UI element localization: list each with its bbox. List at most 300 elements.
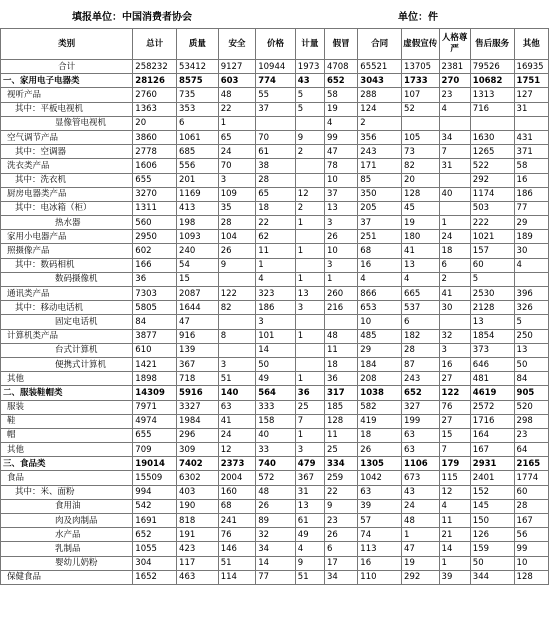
value-cell: 51: [295, 570, 324, 584]
value-cell: 19: [402, 216, 440, 230]
value-cell: 11: [324, 343, 357, 357]
value-cell: 4: [295, 542, 324, 556]
value-cell: 9127: [218, 60, 256, 74]
value-cell: 243: [402, 372, 440, 386]
value-cell: [295, 159, 324, 173]
value-cell: [295, 173, 324, 187]
category-cell: 其中：空调器: [1, 145, 133, 159]
table-row: [1, 60, 549, 74]
value-cell: 8: [218, 329, 256, 343]
value-cell: 7971: [133, 400, 177, 414]
value-cell: 37: [256, 102, 296, 116]
value-cell: 9: [218, 258, 256, 272]
value-cell: 13: [324, 201, 357, 215]
value-cell: 48: [324, 329, 357, 343]
category-cell: 其中：平板电视机: [1, 102, 133, 116]
value-cell: 7: [295, 414, 324, 428]
value-cell: 4708: [324, 60, 357, 74]
value-cell: [514, 272, 548, 286]
value-cell: 58: [324, 88, 357, 102]
value-cell: 182: [402, 329, 440, 343]
value-cell: 716: [470, 102, 514, 116]
value-cell: 5805: [133, 301, 177, 315]
value-cell: 12: [439, 485, 470, 499]
value-cell: 292: [402, 570, 440, 584]
value-cell: [256, 116, 296, 130]
value-cell: 3: [324, 258, 357, 272]
table-row: [1, 216, 549, 230]
value-cell: 31: [514, 102, 548, 116]
value-cell: 122: [218, 287, 256, 301]
value-cell: 128: [402, 187, 440, 201]
value-cell: 180: [402, 230, 440, 244]
value-cell: 367: [177, 357, 219, 371]
category-cell: 其中：米、面粉: [1, 485, 133, 499]
category-cell: 洗衣类产品: [1, 159, 133, 173]
table-row: [1, 230, 549, 244]
value-cell: 23: [439, 88, 470, 102]
category-cell: 计算机类产品: [1, 329, 133, 343]
value-cell: 7: [439, 145, 470, 159]
category-cell: 台式计算机: [1, 343, 133, 357]
value-cell: 1042: [358, 471, 402, 485]
value-cell: 905: [514, 386, 548, 400]
table-row: [1, 244, 549, 258]
category-cell: 婴幼儿奶粉: [1, 556, 133, 570]
value-cell: 4619: [470, 386, 514, 400]
value-cell: 1898: [133, 372, 177, 386]
value-cell: 57: [358, 514, 402, 528]
value-cell: 1854: [470, 329, 514, 343]
value-cell: 655: [133, 173, 177, 187]
value-cell: 1973: [295, 60, 324, 74]
value-cell: 107: [402, 88, 440, 102]
value-cell: 3: [256, 315, 296, 329]
value-cell: 22: [256, 216, 296, 230]
value-cell: 2760: [133, 88, 177, 102]
value-cell: 309: [177, 443, 219, 457]
value-cell: 4: [514, 258, 548, 272]
value-cell: 602: [133, 244, 177, 258]
value-cell: 298: [514, 414, 548, 428]
value-cell: 5: [514, 315, 548, 329]
value-cell: 423: [177, 542, 219, 556]
category-cell: 家用小电器产品: [1, 230, 133, 244]
value-cell: 128: [514, 570, 548, 584]
value-cell: 146: [218, 542, 256, 556]
value-cell: 1061: [177, 130, 219, 144]
value-cell: 10: [324, 244, 357, 258]
value-cell: 179: [439, 457, 470, 471]
table-row: [1, 528, 549, 542]
table-row: [1, 88, 549, 102]
value-cell: 9: [295, 130, 324, 144]
value-cell: 419: [358, 414, 402, 428]
value-cell: 70: [218, 159, 256, 173]
value-cell: 62: [256, 230, 296, 244]
value-cell: 1751: [514, 74, 548, 88]
value-cell: 41: [402, 244, 440, 258]
value-cell: 818: [177, 514, 219, 528]
value-cell: 652: [133, 528, 177, 542]
value-cell: 41: [218, 414, 256, 428]
value-cell: 13: [514, 343, 548, 357]
category-cell: 便携式计算机: [1, 357, 133, 371]
table-row: [1, 428, 549, 442]
value-cell: 113: [358, 542, 402, 556]
value-cell: 288: [358, 88, 402, 102]
value-cell: 79526: [470, 60, 514, 74]
value-cell: 152: [470, 485, 514, 499]
value-cell: 20: [133, 116, 177, 130]
value-cell: 11: [439, 514, 470, 528]
value-cell: 47: [402, 542, 440, 556]
value-cell: 1174: [470, 187, 514, 201]
value-cell: 1: [295, 244, 324, 258]
value-cell: 3: [324, 216, 357, 230]
value-cell: 735: [177, 88, 219, 102]
value-cell: 122: [439, 386, 470, 400]
value-cell: 1652: [133, 570, 177, 584]
value-cell: 109: [218, 187, 256, 201]
value-cell: 99: [324, 130, 357, 144]
value-cell: 48: [256, 485, 296, 499]
value-cell: [295, 357, 324, 371]
table-row: [1, 173, 549, 187]
value-cell: 396: [514, 287, 548, 301]
value-cell: 3877: [133, 329, 177, 343]
value-cell: 15: [439, 428, 470, 442]
value-cell: 7402: [177, 457, 219, 471]
value-cell: 1: [295, 216, 324, 230]
category-cell: 食品: [1, 471, 133, 485]
category-cell: 其中：移动电话机: [1, 301, 133, 315]
value-cell: 32: [439, 329, 470, 343]
value-cell: 16: [514, 173, 548, 187]
value-cell: 85: [358, 173, 402, 187]
value-cell: 1305: [358, 457, 402, 471]
value-cell: 646: [470, 357, 514, 371]
complaint-statistics-table: [0, 28, 549, 585]
value-cell: 50: [514, 357, 548, 371]
value-cell: 1106: [402, 457, 440, 471]
value-cell: 4974: [133, 414, 177, 428]
value-cell: 3: [295, 443, 324, 457]
value-cell: 709: [133, 443, 177, 457]
value-cell: [402, 116, 440, 130]
value-cell: 34: [439, 130, 470, 144]
table-row: [1, 414, 549, 428]
value-cell: 28126: [133, 74, 177, 88]
table-row: [1, 457, 549, 471]
value-cell: 260: [324, 287, 357, 301]
value-cell: 110: [358, 570, 402, 584]
value-cell: 10: [324, 173, 357, 187]
value-cell: 36: [133, 272, 177, 286]
value-cell: 1169: [177, 187, 219, 201]
category-cell: 显像管电视机: [1, 116, 133, 130]
table-row: [1, 499, 549, 513]
value-cell: 23: [324, 514, 357, 528]
value-cell: 1038: [358, 386, 402, 400]
value-cell: 39: [439, 570, 470, 584]
value-cell: 77: [256, 570, 296, 584]
value-cell: 70: [256, 130, 296, 144]
value-cell: 542: [133, 499, 177, 513]
table-row: [1, 74, 549, 88]
value-cell: 7: [439, 443, 470, 457]
value-cell: 2: [358, 116, 402, 130]
value-cell: 4: [324, 116, 357, 130]
value-cell: 2165: [514, 457, 548, 471]
table-row: [1, 443, 549, 457]
value-cell: 87: [402, 357, 440, 371]
value-cell: [439, 173, 470, 187]
value-cell: 48: [402, 514, 440, 528]
value-cell: 26: [324, 528, 357, 542]
value-cell: 186: [514, 187, 548, 201]
category-cell: 热水器: [1, 216, 133, 230]
value-cell: 15: [177, 272, 219, 286]
value-cell: 171: [358, 159, 402, 173]
value-cell: 167: [514, 514, 548, 528]
value-cell: 145: [470, 499, 514, 513]
value-cell: 30: [439, 301, 470, 315]
category-cell: 厨房电器类产品: [1, 187, 133, 201]
value-cell: 1: [218, 116, 256, 130]
value-cell: 1265: [470, 145, 514, 159]
table-row: [1, 471, 549, 485]
category-cell: 其中：数码相机: [1, 258, 133, 272]
value-cell: 4: [402, 272, 440, 286]
value-cell: 2950: [133, 230, 177, 244]
value-cell: 40: [256, 428, 296, 442]
value-cell: 333: [256, 400, 296, 414]
value-cell: 126: [470, 528, 514, 542]
value-cell: 5: [470, 272, 514, 286]
value-cell: 556: [177, 159, 219, 173]
category-cell: 视听产品: [1, 88, 133, 102]
value-cell: 29: [514, 216, 548, 230]
value-cell: 5: [295, 102, 324, 116]
value-cell: 16: [358, 258, 402, 272]
value-cell: 34: [324, 570, 357, 584]
value-cell: 916: [177, 329, 219, 343]
value-cell: 2530: [470, 287, 514, 301]
value-cell: 50: [470, 556, 514, 570]
value-cell: 11: [256, 244, 296, 258]
value-cell: 2373: [218, 457, 256, 471]
value-cell: 665: [402, 287, 440, 301]
value-cell: 10682: [470, 74, 514, 88]
category-cell: 照摄像产品: [1, 244, 133, 258]
value-cell: [218, 343, 256, 357]
value-cell: [295, 315, 324, 329]
reporting-unit-label: 填报单位：中国消费者协会: [72, 12, 192, 23]
value-cell: 1421: [133, 357, 177, 371]
value-cell: 105: [402, 130, 440, 144]
category-cell: 其他: [1, 443, 133, 457]
value-cell: 2: [439, 272, 470, 286]
value-cell: 326: [514, 301, 548, 315]
table-row: [1, 329, 549, 343]
category-cell: 其中：洗衣机: [1, 173, 133, 187]
value-cell: 45: [402, 201, 440, 215]
value-cell: 128: [324, 414, 357, 428]
value-cell: 560: [133, 216, 177, 230]
value-cell: 1716: [470, 414, 514, 428]
table-row: [1, 485, 549, 499]
value-cell: 22: [324, 485, 357, 499]
value-cell: 866: [358, 287, 402, 301]
value-cell: [295, 230, 324, 244]
table-row: [1, 400, 549, 414]
value-cell: 520: [514, 400, 548, 414]
value-cell: 1313: [470, 88, 514, 102]
value-cell: 344: [470, 570, 514, 584]
value-cell: 54: [177, 258, 219, 272]
value-cell: 76: [439, 400, 470, 414]
table-row: [1, 301, 549, 315]
value-cell: 1: [256, 258, 296, 272]
value-cell: 43: [295, 74, 324, 88]
category-cell: 保健食品: [1, 570, 133, 584]
value-cell: 68: [358, 244, 402, 258]
table-row: [1, 116, 549, 130]
column-header: 质量: [177, 29, 219, 60]
column-header: 虚假宣传: [402, 29, 440, 60]
value-cell: 52: [402, 102, 440, 116]
value-cell: 296: [177, 428, 219, 442]
value-cell: 32: [256, 528, 296, 542]
value-cell: 2: [295, 145, 324, 159]
category-cell: 通讯类产品: [1, 287, 133, 301]
category-cell: 数码摄像机: [1, 272, 133, 286]
value-cell: 522: [470, 159, 514, 173]
value-cell: 9: [295, 556, 324, 570]
value-cell: 479: [295, 457, 324, 471]
value-cell: 31: [439, 159, 470, 173]
value-cell: 685: [177, 145, 219, 159]
value-cell: 25: [324, 443, 357, 457]
category-cell: 空气调节产品: [1, 130, 133, 144]
value-cell: 37: [324, 187, 357, 201]
table-row: [1, 542, 549, 556]
value-cell: 77: [514, 201, 548, 215]
unit-label: 单位：件: [398, 12, 438, 23]
value-cell: 3: [218, 357, 256, 371]
value-cell: 56: [514, 528, 548, 542]
value-cell: 485: [358, 329, 402, 343]
value-cell: 994: [133, 485, 177, 499]
value-cell: 15509: [133, 471, 177, 485]
value-cell: 37: [358, 216, 402, 230]
value-cell: 250: [514, 329, 548, 343]
value-cell: 8575: [177, 74, 219, 88]
value-cell: 139: [177, 343, 219, 357]
value-cell: 292: [470, 173, 514, 187]
value-cell: 653: [358, 301, 402, 315]
column-header: 售后服务: [470, 29, 514, 60]
value-cell: 29: [358, 343, 402, 357]
table-body: [1, 60, 549, 585]
table-row: [1, 201, 549, 215]
value-cell: 84: [133, 315, 177, 329]
table-row: [1, 258, 549, 272]
value-cell: 47: [324, 145, 357, 159]
value-cell: 115: [439, 471, 470, 485]
value-cell: 12: [218, 443, 256, 457]
value-cell: 3327: [177, 400, 219, 414]
value-cell: 1984: [177, 414, 219, 428]
value-cell: 1: [439, 216, 470, 230]
value-cell: 19014: [133, 457, 177, 471]
value-cell: 4: [256, 272, 296, 286]
value-cell: 51: [218, 372, 256, 386]
value-cell: 61: [295, 514, 324, 528]
value-cell: 603: [218, 74, 256, 88]
value-cell: 65521: [358, 60, 402, 74]
value-cell: [295, 116, 324, 130]
category-cell: 服装: [1, 400, 133, 414]
table-row: [1, 272, 549, 286]
value-cell: 216: [324, 301, 357, 315]
value-cell: 18: [439, 244, 470, 258]
value-cell: 1691: [133, 514, 177, 528]
value-cell: 49: [295, 528, 324, 542]
value-cell: 53412: [177, 60, 219, 74]
value-cell: 36: [295, 386, 324, 400]
report-header: [0, 0, 550, 28]
value-cell: 47: [177, 315, 219, 329]
value-cell: 259: [324, 471, 357, 485]
value-cell: 240: [177, 244, 219, 258]
value-cell: 503: [470, 201, 514, 215]
value-cell: 5916: [177, 386, 219, 400]
value-cell: 1774: [514, 471, 548, 485]
value-cell: 34: [256, 542, 296, 556]
value-cell: 159: [470, 542, 514, 556]
category-cell: 水产品: [1, 528, 133, 542]
table-row: [1, 514, 549, 528]
category-cell: 帽: [1, 428, 133, 442]
value-cell: 26: [324, 230, 357, 244]
column-header: 类别: [1, 29, 133, 60]
value-cell: 22: [218, 102, 256, 116]
value-cell: 189: [514, 230, 548, 244]
value-cell: 73: [402, 145, 440, 159]
value-cell: 2004: [218, 471, 256, 485]
value-cell: 1055: [133, 542, 177, 556]
value-cell: 36: [324, 372, 357, 386]
value-cell: 25: [295, 400, 324, 414]
value-cell: 12: [295, 187, 324, 201]
value-cell: 190: [177, 499, 219, 513]
value-cell: 403: [177, 485, 219, 499]
value-cell: 243: [358, 145, 402, 159]
value-cell: 48: [218, 88, 256, 102]
value-cell: 353: [177, 102, 219, 116]
value-cell: 13705: [402, 60, 440, 74]
value-cell: 1021: [470, 230, 514, 244]
value-cell: 6: [177, 116, 219, 130]
value-cell: 14: [439, 542, 470, 556]
table-row: [1, 556, 549, 570]
value-cell: 1: [295, 272, 324, 286]
value-cell: 164: [470, 428, 514, 442]
value-cell: 740: [256, 457, 296, 471]
value-cell: [470, 116, 514, 130]
